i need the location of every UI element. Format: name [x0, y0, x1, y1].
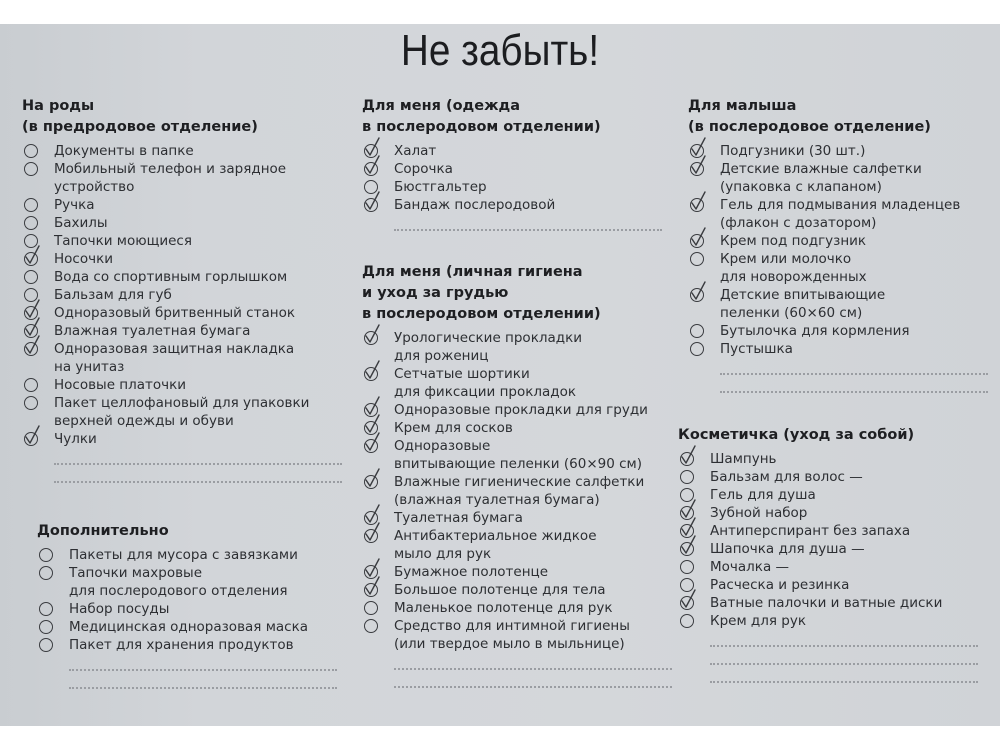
checklist-item[interactable]	[688, 250, 988, 286]
blank-write-in-line[interactable]	[69, 669, 337, 671]
checklist-item[interactable]	[362, 581, 672, 599]
checklist-item[interactable]	[688, 340, 988, 358]
checklist-item[interactable]	[678, 504, 978, 522]
checklist-item-label: Тапочки моющиеся	[54, 233, 192, 249]
checklist-item-label: Носовые платочки	[54, 377, 187, 393]
checklist-item-label: Большое полотенце для тела	[394, 582, 606, 598]
checklist-item-label: Сетчатые шортики	[394, 366, 530, 382]
section-heading-line: Косметичка (уход за собой)	[678, 427, 915, 443]
checklist-item-label: Пакет целлофановый для упаковки	[54, 395, 310, 411]
checklist-item-label: на унитаз	[54, 359, 125, 375]
checklist-item-label: Антибактериальное жидкое	[394, 528, 597, 544]
section-heading-line: (в предродовое отделение)	[22, 119, 258, 135]
checklist-item-label: Урологические прокладки	[394, 330, 583, 346]
section-heading-line: На роды	[22, 98, 95, 114]
checklist-item[interactable]	[362, 617, 672, 653]
checklist-item-label: Ватные палочки и ватные диски	[710, 595, 943, 611]
checklist-item-label: для послеродового отделения	[69, 583, 288, 599]
checklist-item-label: Крем для сосков	[394, 420, 513, 436]
checkbox-circle-icon[interactable]	[690, 252, 704, 266]
checklist-item[interactable]	[678, 450, 978, 468]
checklist-item-label: Носочки	[54, 251, 113, 267]
section-me-clothes	[362, 96, 662, 231]
checklist-item-label: Маленькое полотенце для рук	[394, 600, 613, 616]
checklist-item[interactable]	[688, 196, 988, 232]
checkbox-circle-icon[interactable]	[364, 601, 378, 615]
checkbox-circle-icon[interactable]	[680, 470, 694, 484]
checkbox-circle-icon[interactable]	[24, 396, 38, 410]
checkmark-icon	[362, 323, 382, 345]
checklist-item[interactable]	[362, 473, 672, 509]
checklist-item[interactable]	[22, 268, 342, 286]
checklist-item-label: (флакон с дозатором)	[720, 215, 877, 231]
checkmark-icon	[362, 431, 382, 453]
checkbox-circle-icon[interactable]	[24, 144, 38, 158]
checklist-item[interactable]	[688, 232, 988, 250]
section-heading-line: и уход за грудью	[362, 285, 509, 301]
checklist-item-label: пеленки (60×60 см)	[720, 305, 863, 321]
checkbox-circle-icon[interactable]	[680, 614, 694, 628]
checklist-item[interactable]	[362, 329, 672, 365]
checklist-item-label: Зубной набор	[710, 505, 808, 521]
blank-write-in-line[interactable]	[394, 229, 662, 231]
checkmark-icon	[678, 534, 698, 556]
checklist-item-label: Халат	[394, 143, 437, 159]
section-heading	[362, 96, 662, 138]
checklist-item[interactable]	[678, 612, 978, 630]
checkbox-circle-icon[interactable]	[690, 324, 704, 338]
checklist-item[interactable]	[362, 365, 672, 401]
checklist-item-label: Одноразовая защитная накладка	[54, 341, 295, 357]
checklist-item[interactable]	[22, 394, 342, 430]
checkmark-icon	[678, 588, 698, 610]
checklist-item-label: (или твердое мыло в мыльнице)	[394, 636, 625, 652]
section-heading	[37, 521, 337, 542]
section-baby	[688, 96, 988, 393]
checklist-item[interactable]	[362, 178, 662, 196]
checklist-item[interactable]	[22, 340, 342, 376]
checklist-item[interactable]	[362, 419, 672, 437]
section-heading	[688, 96, 988, 138]
checkbox-circle-icon[interactable]	[24, 378, 38, 392]
checklist-item[interactable]	[22, 430, 342, 448]
checklist-item[interactable]	[362, 401, 672, 419]
checklist-item-label: устройство	[54, 179, 135, 195]
checklist-item-label: Вода со спортивным горлышком	[54, 269, 288, 285]
checklist-item-label: впитывающие пеленки (60×90 см)	[394, 456, 642, 472]
checklist-item[interactable]	[22, 196, 342, 214]
checklist-item[interactable]	[22, 304, 342, 322]
checklist-item-label: Одноразовый бритвенный станок	[54, 305, 295, 321]
checklist-item-label: Подгузники (30 шт.)	[720, 143, 866, 159]
checklist-item[interactable]	[362, 599, 672, 617]
blank-write-in-line[interactable]	[54, 481, 342, 483]
blank-write-in-line[interactable]	[394, 686, 672, 688]
checklist-item[interactable]	[678, 576, 978, 594]
checklist-item-label: Медицинская одноразовая маска	[69, 619, 309, 635]
checkbox-circle-icon[interactable]	[39, 602, 53, 616]
blank-write-in-line[interactable]	[720, 391, 988, 393]
checklist-item-label: Бюстгальтер	[394, 179, 487, 195]
checklist-item-label: Шампунь	[710, 451, 777, 467]
checkmark-icon	[688, 226, 708, 248]
checklist-item[interactable]	[37, 618, 337, 636]
checklist-item-label: Пустышка	[720, 341, 793, 357]
checklist-item-label: Средство для интимной гигиены	[394, 618, 630, 634]
checklist-item-label: Набор посуды	[69, 601, 170, 617]
checklist-item[interactable]	[37, 636, 337, 654]
checklist-item-label: для фиксации прокладок	[394, 384, 577, 400]
checklist-item-label: Тапочки махровые	[69, 565, 202, 581]
checklist-item-label: для новорожденных	[720, 269, 867, 285]
checkmark-icon	[22, 334, 42, 356]
checklist-item[interactable]	[678, 540, 978, 558]
checklist-item[interactable]	[362, 437, 672, 473]
checklist-item-label: Одноразовые прокладки для груди	[394, 402, 648, 418]
checklist-item-label: Бумажное полотенце	[394, 564, 549, 580]
checklist-item-label: Мобильный телефон и зарядное	[54, 161, 287, 177]
blank-write-in-line[interactable]	[69, 687, 337, 689]
checklist-item-label: Пакеты для мусора с завязками	[69, 547, 298, 563]
section-heading-line: (в послеродовое отделение)	[688, 119, 931, 135]
section-me-hygiene	[362, 262, 672, 688]
checklist-item-label: Бандаж послеродовой	[394, 197, 556, 213]
blank-write-in-line[interactable]	[710, 645, 978, 647]
checklist-item-label: Крем для рук	[710, 613, 807, 629]
checklist-item[interactable]	[362, 563, 672, 581]
checkbox-circle-icon[interactable]	[24, 216, 38, 230]
blank-write-in-line[interactable]	[720, 373, 988, 375]
checklist-item[interactable]	[22, 214, 342, 232]
checklist-item-label: Ручка	[54, 197, 95, 213]
checklist-item[interactable]	[37, 546, 337, 564]
checklist-item[interactable]	[362, 160, 662, 178]
checklist-item-label: Влажная туалетная бумага	[54, 323, 251, 339]
checkbox-circle-icon[interactable]	[24, 270, 38, 284]
checklist-item[interactable]	[688, 286, 988, 322]
checklist-item[interactable]	[362, 142, 662, 160]
checklist-item[interactable]	[22, 250, 342, 268]
checklist-item-label: (упаковка с клапаном)	[720, 179, 882, 195]
checklist-item[interactable]	[678, 486, 978, 504]
checkbox-circle-icon[interactable]	[39, 638, 53, 652]
checklist-item-label: Крем под подгузник	[720, 233, 867, 249]
checklist-item-label: Мочалка —	[710, 559, 790, 575]
checklist-item-label: Гель для подмывания младенцев	[720, 197, 961, 213]
checklist-item-label: Крем или молочко	[720, 251, 852, 267]
checklist-item-label: верхней одежды и обуви	[54, 413, 234, 429]
checkbox-circle-icon[interactable]	[24, 198, 38, 212]
checkbox-circle-icon[interactable]	[24, 162, 38, 176]
checklist-item-label: Документы в папке	[54, 143, 194, 159]
checklist-item[interactable]	[688, 322, 988, 340]
checklist-item-label: мыло для рук	[394, 546, 492, 562]
page-title: Не забыть!	[400, 26, 600, 75]
section-extra	[37, 521, 337, 689]
blank-write-in-line[interactable]	[394, 668, 672, 670]
checklist-item[interactable]	[22, 232, 342, 250]
checklist-item-label: Чулки	[54, 431, 97, 447]
checklist-item[interactable]	[22, 160, 342, 196]
checkbox-circle-icon[interactable]	[39, 620, 53, 634]
checklist-item-label: Детские впитывающие	[720, 287, 886, 303]
section-heading	[22, 96, 342, 138]
checklist-item-label: Гель для душа	[710, 487, 816, 503]
checklist-item[interactable]	[22, 142, 342, 160]
section-heading	[362, 262, 672, 325]
checkmark-icon	[22, 244, 42, 266]
checklist-item-label: Расческа и резинка	[710, 577, 850, 593]
section-heading	[678, 425, 978, 446]
checklist-item-label: для рожениц	[394, 348, 489, 364]
checklist-item[interactable]	[678, 558, 978, 576]
section-heading-line: Для меня (личная гигиена	[362, 264, 583, 280]
checkmark-icon	[688, 280, 708, 302]
checklist-item-label: Пакет для хранения продуктов	[69, 637, 294, 653]
checkmark-icon	[362, 359, 382, 381]
checkmark-icon	[362, 154, 382, 176]
section-heading-line: в послеродовом отделении)	[362, 119, 601, 135]
checklist-item[interactable]	[37, 600, 337, 618]
checklist-item-label: Антиперспирант без запаха	[710, 523, 911, 539]
checklist-item[interactable]	[362, 196, 662, 214]
checkbox-circle-icon[interactable]	[364, 619, 378, 633]
section-heading-line: в послеродовом отделении)	[362, 306, 601, 322]
checklist-item-label: Бахилы	[54, 215, 108, 231]
checkmark-icon	[688, 154, 708, 176]
checkmark-icon	[362, 521, 382, 543]
checkmark-icon	[362, 467, 382, 489]
section-heading-line: Дополнительно	[37, 523, 169, 539]
checkbox-circle-icon[interactable]	[680, 560, 694, 574]
checklist-item-label: Одноразовые	[394, 438, 491, 454]
checklist-item[interactable]	[678, 594, 978, 612]
checkbox-circle-icon[interactable]	[39, 566, 53, 580]
checklist-item[interactable]	[22, 286, 342, 304]
checklist-item[interactable]	[362, 509, 672, 527]
section-cosmetics	[678, 425, 978, 683]
checklist-item[interactable]	[22, 322, 342, 340]
blank-write-in-line[interactable]	[710, 663, 978, 665]
checklist-item[interactable]	[688, 160, 988, 196]
checklist-item-label: Бутылочка для кормления	[720, 323, 910, 339]
checkmark-icon	[678, 444, 698, 466]
section-labor	[22, 96, 342, 483]
checklist-item-label: Бальзам для волос —	[710, 469, 863, 485]
checklist-item-label: (влажная туалетная бумага)	[394, 492, 600, 508]
checkmark-icon	[688, 190, 708, 212]
checklist-item-label: Бальзам для губ	[54, 287, 172, 303]
blank-write-in-line[interactable]	[54, 463, 342, 465]
checklist-item[interactable]	[678, 522, 978, 540]
checklist-item-label: Детские влажные салфетки	[720, 161, 922, 177]
checkmark-icon	[22, 424, 42, 446]
blank-write-in-line[interactable]	[710, 681, 978, 683]
checkbox-circle-icon[interactable]	[39, 548, 53, 562]
checkmark-icon	[362, 575, 382, 597]
checkbox-circle-icon[interactable]	[690, 342, 704, 356]
checkmark-icon	[362, 190, 382, 212]
checklist-item-label: Влажные гигиенические салфетки	[394, 474, 645, 490]
checklist-item-label: Шапочка для душа —	[710, 541, 865, 557]
checklist-item[interactable]	[37, 564, 337, 600]
checklist-item[interactable]	[22, 376, 342, 394]
section-heading-line: Для меня (одежда	[362, 98, 521, 114]
checklist-item[interactable]	[688, 142, 988, 160]
checklist-item-label: Туалетная бумага	[394, 510, 523, 526]
checklist-item-label: Сорочка	[394, 161, 453, 177]
checklist-item[interactable]	[678, 468, 978, 486]
section-heading-line: Для малыша	[688, 98, 797, 114]
checklist-item[interactable]	[362, 527, 672, 563]
